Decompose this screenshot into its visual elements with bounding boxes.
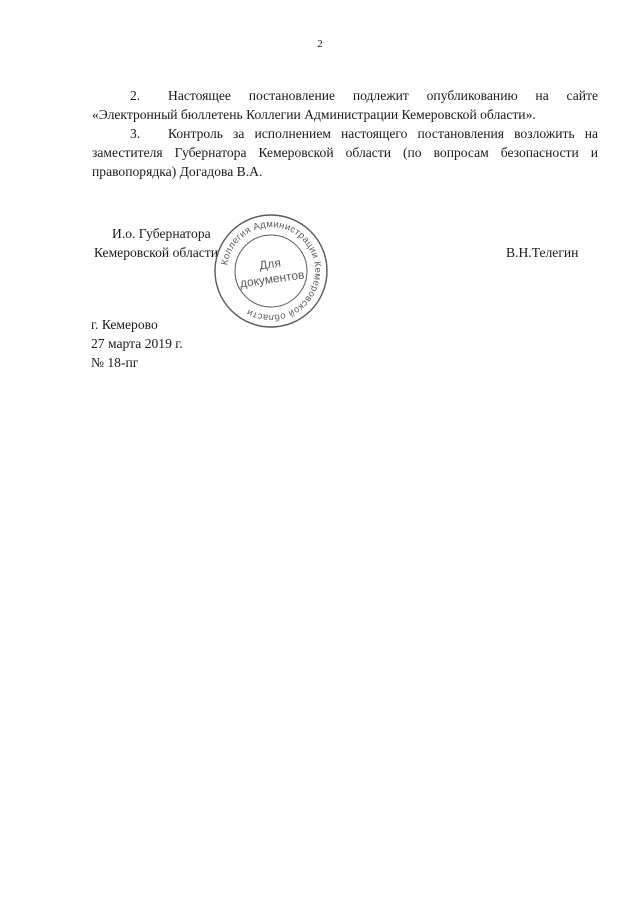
paragraph-number: 3. [130, 126, 141, 141]
paragraph-text: Контроль за исполнением настоящего постановления возложить на заместителя Губернатора Кемеровской области (по вопросам безопасности и правопорядка) Догадова В.А. [92, 126, 598, 179]
paragraph-2 [92, 86, 598, 124]
document-body [92, 86, 598, 181]
signatory-title-line1: И.о. Губернатора [112, 226, 211, 241]
stamp-ring-text: Коллегия Администрации Кемеровской области [219, 218, 324, 324]
stamp-center-line1: Для [258, 255, 282, 273]
paragraph-3 [92, 124, 598, 181]
stamp-center-line2: документов [239, 267, 306, 291]
document-number: № 18-пг [91, 355, 139, 370]
signatory-name: В.Н.Телегин [506, 245, 579, 260]
signatory-title-line2: Кемеровской области [94, 245, 219, 260]
page-number: 2 [317, 38, 323, 50]
stamp-outer-ring [215, 215, 327, 327]
city: г. Кемерово [91, 317, 158, 332]
document-date: 27 марта 2019 г. [91, 336, 183, 351]
official-stamp-icon [212, 212, 330, 330]
paragraph-number: 2. [130, 88, 141, 103]
paragraph-text: Настоящее постановление подлежит опубликованию на сайте «Электронный бюллетень Коллегии Администрации Кемеровской области». [92, 88, 598, 122]
document-footer [91, 315, 183, 372]
